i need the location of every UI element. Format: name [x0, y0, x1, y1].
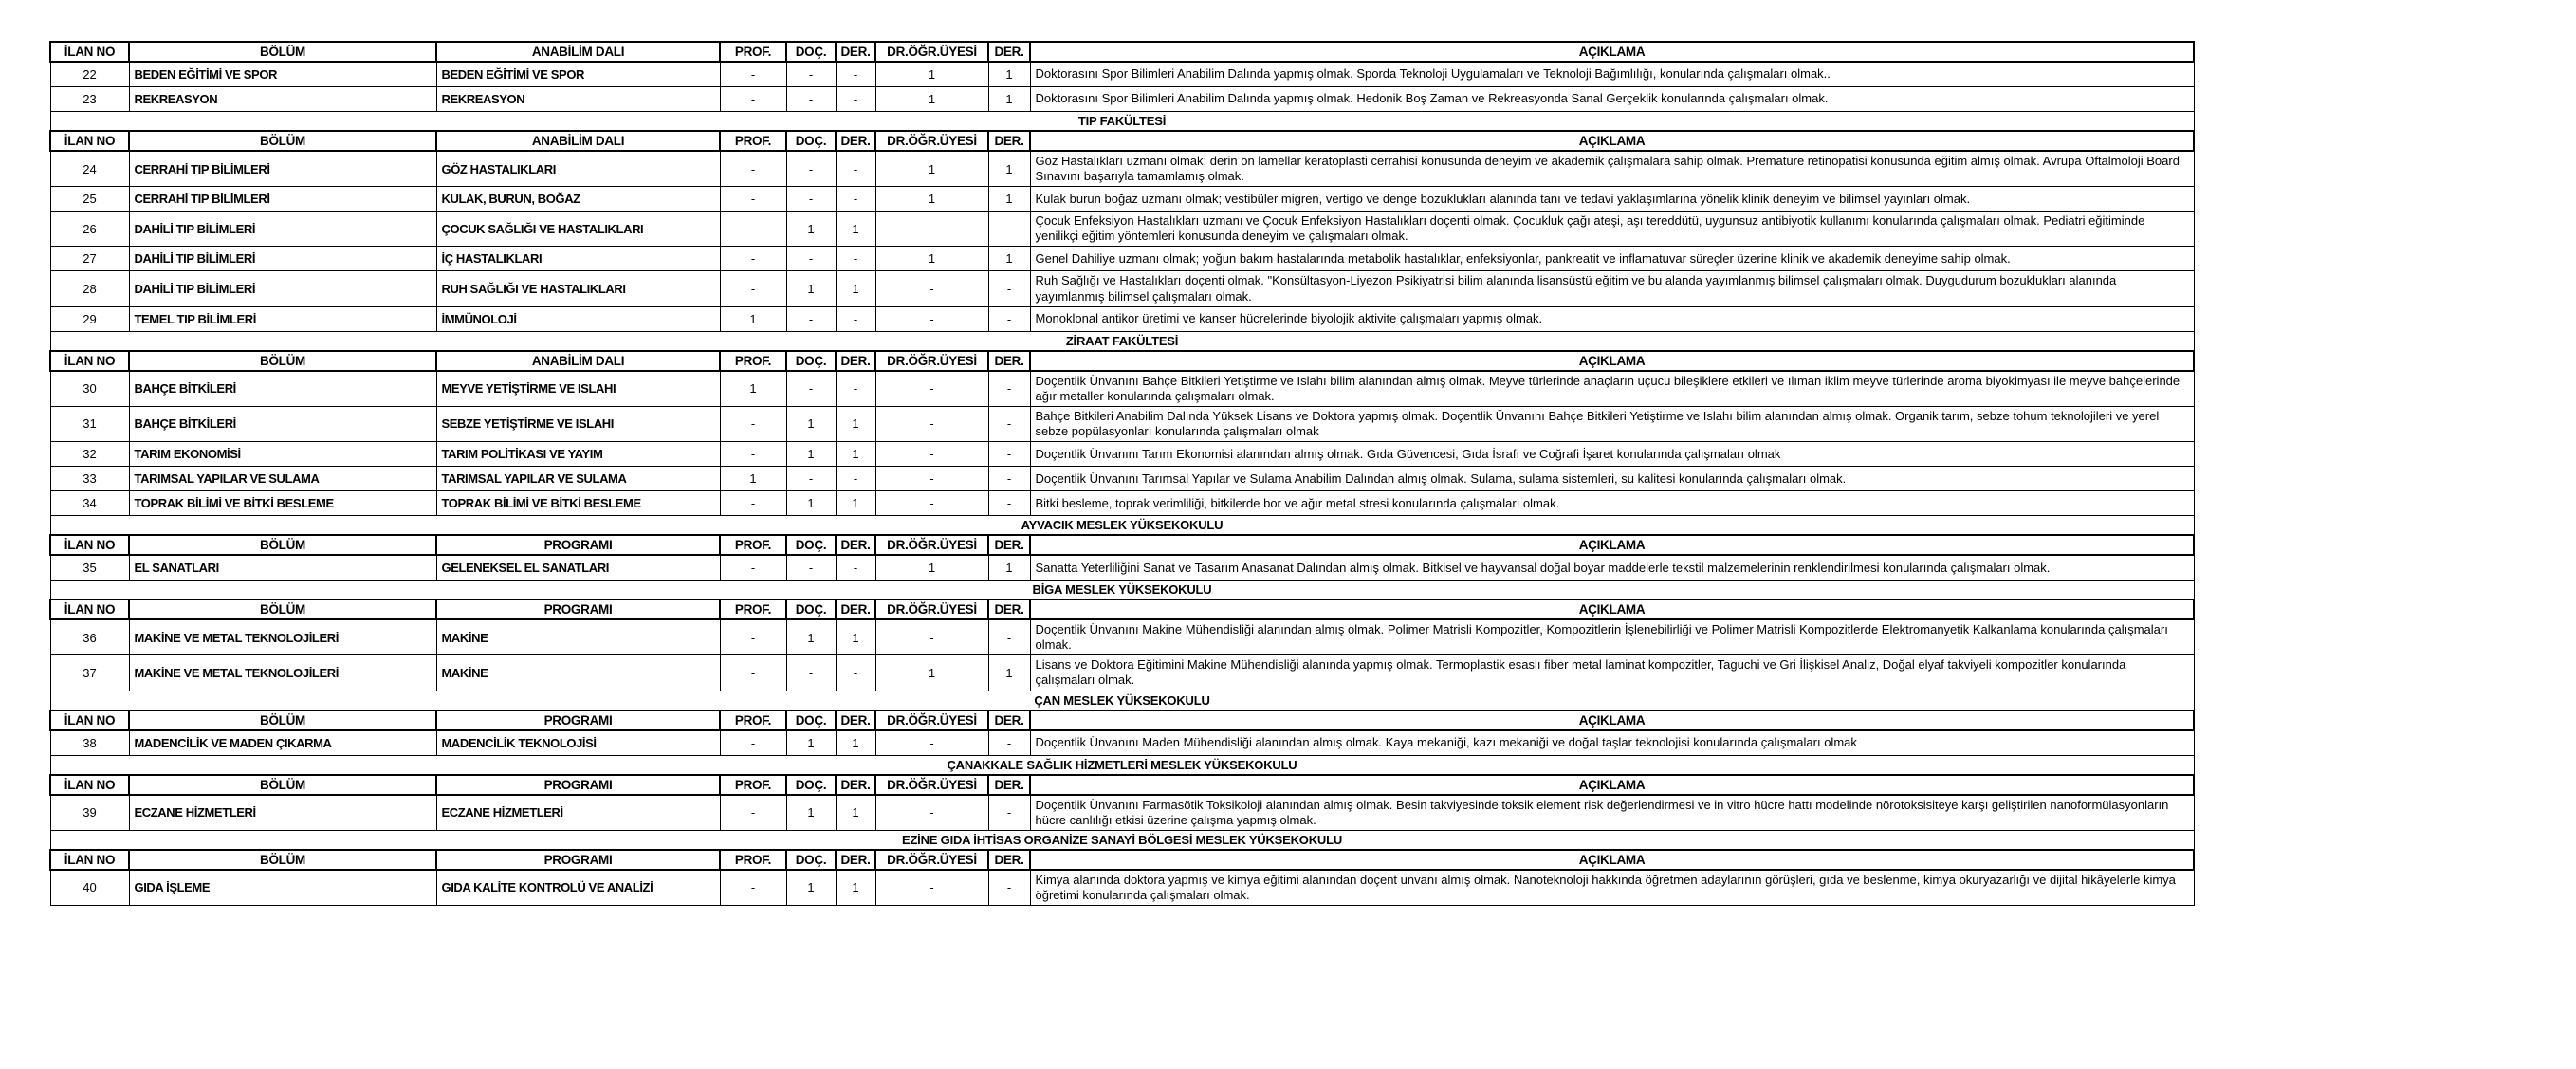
- cell-doc: 1: [786, 406, 836, 441]
- col-header-doc: DOÇ.: [786, 42, 836, 62]
- col-header-der: DER.: [836, 351, 875, 371]
- cell-bolum: TARIMSAL YAPILAR VE SULAMA: [129, 467, 436, 491]
- cell-der2: 1: [988, 247, 1030, 271]
- cell-der2: -: [988, 730, 1030, 756]
- col-header-prof: PROF.: [720, 599, 786, 619]
- column-header-row: [50, 710, 2194, 730]
- col-header-aciklama: AÇIKLAMA: [1030, 775, 2194, 795]
- cell-aciklama: Doçentlik Ünvanını Tarımsal Yapılar ve Sulama Anabilim Dalından almış olmak. Sulama, sulama sistemleri, su kalitesi konularında çalışmaları olmak.: [1030, 467, 2194, 491]
- col-header-dr-ogr-uyesi: DR.ÖĞR.ÜYESİ: [875, 351, 988, 371]
- cell-dr-ogr-uyesi: -: [875, 442, 988, 467]
- cell-aciklama: Doçentlik Ünvanını Farmasötik Toksikoloji alanından almış olmak. Besin takviyesinde toksik element risk değerlendirmesi ve in vitro hücre hattı modelinde nörotoksisiteye karşı geliştirilen nanoformülasyonların hücre canlılığı etkisi üzerine çalışma yapmış olmak.: [1030, 795, 2194, 831]
- cell-doc: 1: [786, 271, 836, 306]
- cell-aciklama: Doçentlik Ünvanını Tarım Ekonomisi alanından almış olmak. Gıda Güvencesi, Gıda İsrafı ve Coğrafi İşaret konularında çalışmaları olmak: [1030, 442, 2194, 467]
- cell-der2: -: [988, 491, 1030, 516]
- cell-prof: 1: [720, 306, 786, 331]
- cell-der2: -: [988, 406, 1030, 441]
- cell-der: -: [836, 187, 875, 212]
- section-title-row: [50, 691, 2194, 710]
- cell-ilan-no: 24: [50, 151, 129, 187]
- col-header-doc: DOÇ.: [786, 535, 836, 555]
- cell-bolum: MADENCİLİK VE MADEN ÇIKARMA: [129, 730, 436, 756]
- section-title-row: [50, 112, 2194, 132]
- cell-prof: 1: [720, 467, 786, 491]
- col-header-bolum: BÖLÜM: [129, 351, 436, 371]
- cell-prof: -: [720, 151, 786, 187]
- cell-prof: -: [720, 187, 786, 212]
- table-row: [50, 151, 2194, 187]
- cell-der2: 1: [988, 655, 1030, 691]
- cell-dr-ogr-uyesi: 1: [875, 655, 988, 691]
- cell-bolum: CERRAHİ TIP BİLİMLERİ: [129, 151, 436, 187]
- cell-ilan-no: 26: [50, 212, 129, 247]
- cell-der2: -: [988, 619, 1030, 655]
- col-header-aciklama: AÇIKLAMA: [1030, 131, 2194, 151]
- col-header-dr-ogr-uyesi: DR.ÖĞR.ÜYESİ: [875, 599, 988, 619]
- section-title-row: [50, 581, 2194, 600]
- cell-der: 1: [836, 619, 875, 655]
- cell-program: GELENEKSEL EL SANATLARI: [436, 555, 720, 581]
- cell-bolum: TOPRAK BİLİMİ VE BİTKİ BESLEME: [129, 491, 436, 516]
- cell-ilan-no: 29: [50, 306, 129, 331]
- col-header-bolum: BÖLÜM: [129, 42, 436, 62]
- cell-dr-ogr-uyesi: -: [875, 467, 988, 491]
- cell-der2: -: [988, 271, 1030, 306]
- cell-aciklama: Kulak burun boğaz uzmanı olmak; vestibüler migren, vertigo ve denge bozuklukları alanında tanı ve tedavi yaklaşımlarına yönelik klinik deneyim ve bilimsel yayınları olmak.: [1030, 187, 2194, 212]
- column-header-row: [50, 535, 2194, 555]
- col-header-ilan-no: İLAN NO: [50, 351, 129, 371]
- cell-aciklama: Bitki besleme, toprak verimliliği, bitkilerde bor ve ağır metal stresi konularında çalışmaları olmak.: [1030, 491, 2194, 516]
- col-header-ilan-no: İLAN NO: [50, 131, 129, 151]
- ilan-table-body: [50, 42, 2194, 905]
- cell-der: 1: [836, 442, 875, 467]
- col-header-aciklama: AÇIKLAMA: [1030, 535, 2194, 555]
- cell-der: 1: [836, 491, 875, 516]
- cell-doc: -: [786, 655, 836, 691]
- col-header-der: DER.: [836, 850, 875, 870]
- cell-ilan-no: 22: [50, 62, 129, 87]
- cell-bolum: EL SANATLARI: [129, 555, 436, 581]
- cell-ilan-no: 27: [50, 247, 129, 271]
- table-row: [50, 555, 2194, 581]
- cell-dr-ogr-uyesi: -: [875, 406, 988, 441]
- cell-doc: 1: [786, 870, 836, 906]
- cell-program: BEDEN EĞİTİMİ VE SPOR: [436, 62, 720, 87]
- cell-aciklama: Göz Hastalıkları uzmanı olmak; derin ön lamellar keratoplasti cerrahisi konusunda deneyim ve akademik çalışmalara sahip olmak. Prematüre retinopatisi konusunda eğitim almış olmak. Avrupa Oftalmoloji Board Sınavını başarıyla tamamlamış olmak.: [1030, 151, 2194, 187]
- cell-ilan-no: 31: [50, 406, 129, 441]
- section-title-row: [50, 830, 2194, 850]
- cell-program: TOPRAK BİLİMİ VE BİTKİ BESLEME: [436, 491, 720, 516]
- cell-aciklama: Doçentlik Ünvanını Bahçe Bitkileri Yetiştirme ve Islahı bilim alanından almış olmak. Meyve türlerinde anaçların uçucu bileşiklere etkileri ve ılıman iklim meyve türlerinde aroma biyokimyası ile meyve bahçelerinde ağır metaller konularında çalışmaları olmak.: [1030, 371, 2194, 407]
- cell-dr-ogr-uyesi: 1: [875, 187, 988, 212]
- cell-doc: 1: [786, 491, 836, 516]
- cell-doc: 1: [786, 619, 836, 655]
- cell-aciklama: Monoklonal antikor üretimi ve kanser hücrelerinde biyolojik aktivite çalışmaları yapmış olmak.: [1030, 306, 2194, 331]
- col-header-aciklama: AÇIKLAMA: [1030, 850, 2194, 870]
- cell-bolum: MAKİNE VE METAL TEKNOLOJİLERİ: [129, 619, 436, 655]
- cell-doc: 1: [786, 212, 836, 247]
- col-header-ilan-no: İLAN NO: [50, 850, 129, 870]
- cell-doc: -: [786, 247, 836, 271]
- col-header-prof: PROF.: [720, 775, 786, 795]
- cell-doc: 1: [786, 442, 836, 467]
- cell-prof: -: [720, 442, 786, 467]
- col-header-program: ANABİLİM DALI: [436, 131, 720, 151]
- table-row: [50, 271, 2194, 306]
- cell-der: -: [836, 655, 875, 691]
- section-title: BİGA MESLEK YÜKSEKOKULU: [50, 581, 2194, 600]
- cell-prof: -: [720, 555, 786, 581]
- table-row: [50, 655, 2194, 691]
- cell-der2: 1: [988, 187, 1030, 212]
- col-header-der: DER.: [836, 535, 875, 555]
- cell-prof: -: [720, 491, 786, 516]
- cell-dr-ogr-uyesi: -: [875, 619, 988, 655]
- cell-der2: 1: [988, 151, 1030, 187]
- table-row: [50, 467, 2194, 491]
- cell-program: ÇOCUK SAĞLIĞI VE HASTALIKLARI: [436, 212, 720, 247]
- cell-aciklama: Doçentlik Ünvanını Maden Mühendisliği alanından almış olmak. Kaya mekaniği, kazı mekaniği ve doğal taşlar teknolojisi konularında çalışmaları olmak: [1030, 730, 2194, 756]
- cell-der: -: [836, 555, 875, 581]
- cell-der2: -: [988, 371, 1030, 407]
- cell-dr-ogr-uyesi: 1: [875, 247, 988, 271]
- cell-der2: -: [988, 212, 1030, 247]
- section-title: ÇAN MESLEK YÜKSEKOKULU: [50, 691, 2194, 710]
- cell-der: -: [836, 306, 875, 331]
- cell-dr-ogr-uyesi: 1: [875, 555, 988, 581]
- section-title: TIP FAKÜLTESİ: [50, 112, 2194, 132]
- cell-prof: -: [720, 795, 786, 831]
- cell-der2: 1: [988, 62, 1030, 87]
- cell-program: RUH SAĞLIĞI VE HASTALIKLARI: [436, 271, 720, 306]
- cell-ilan-no: 40: [50, 870, 129, 906]
- cell-der: 1: [836, 271, 875, 306]
- cell-prof: -: [720, 271, 786, 306]
- cell-aciklama: Çocuk Enfeksiyon Hastalıkları uzmanı ve Çocuk Enfeksiyon Hastalıkları doçenti olmak. Çocukluk çağı ateşi, aşı tereddütü, uygunsuz antibiyotik kullanımı konularında çalışmaları olmak. Pediatri eğitiminde yenilikçi eğitim yöntemleri konusunda deneyim ve çalışmaları olmak.: [1030, 212, 2194, 247]
- col-header-ilan-no: İLAN NO: [50, 775, 129, 795]
- cell-ilan-no: 23: [50, 87, 129, 112]
- cell-dr-ogr-uyesi: -: [875, 212, 988, 247]
- col-header-der: DER.: [836, 710, 875, 730]
- col-header-der2: DER.: [988, 351, 1030, 371]
- col-header-bolum: BÖLÜM: [129, 775, 436, 795]
- cell-ilan-no: 28: [50, 271, 129, 306]
- cell-bolum: ECZANE HİZMETLERİ: [129, 795, 436, 831]
- cell-bolum: DAHİLİ TIP BİLİMLERİ: [129, 212, 436, 247]
- table-row: [50, 247, 2194, 271]
- cell-dr-ogr-uyesi: -: [875, 271, 988, 306]
- cell-program: ECZANE HİZMETLERİ: [436, 795, 720, 831]
- col-header-der: DER.: [836, 42, 875, 62]
- cell-program: MEYVE YETİŞTİRME VE ISLAHI: [436, 371, 720, 407]
- cell-ilan-no: 38: [50, 730, 129, 756]
- col-header-ilan-no: İLAN NO: [50, 710, 129, 730]
- section-title: EZİNE GIDA İHTİSAS ORGANİZE SANAYİ BÖLGESİ MESLEK YÜKSEKOKULU: [50, 830, 2194, 850]
- cell-program: TARIM POLİTİKASI VE YAYIM: [436, 442, 720, 467]
- cell-der: 1: [836, 795, 875, 831]
- cell-aciklama: Doktorasını Spor Bilimleri Anabilim Dalında yapmış olmak. Hedonik Boş Zaman ve Rekreasyonda Sanal Gerçeklik konularında çalışmaları olmak.: [1030, 87, 2194, 112]
- cell-ilan-no: 35: [50, 555, 129, 581]
- col-header-der2: DER.: [988, 131, 1030, 151]
- cell-doc: -: [786, 555, 836, 581]
- cell-der: -: [836, 371, 875, 407]
- cell-aciklama: Doktorasını Spor Bilimleri Anabilim Dalında yapmış olmak. Sporda Teknoloji Uygulamaları ve Teknoloji Bağımlılığı, konularında çalışmaları olmak..: [1030, 62, 2194, 87]
- col-header-prof: PROF.: [720, 850, 786, 870]
- col-header-der2: DER.: [988, 710, 1030, 730]
- col-header-dr-ogr-uyesi: DR.ÖĞR.ÜYESİ: [875, 775, 988, 795]
- column-header-row: [50, 775, 2194, 795]
- cell-der: 1: [836, 212, 875, 247]
- col-header-aciklama: AÇIKLAMA: [1030, 710, 2194, 730]
- col-header-der2: DER.: [988, 850, 1030, 870]
- column-header-row: [50, 850, 2194, 870]
- section-title: ÇANAKKALE SAĞLIK HİZMETLERİ MESLEK YÜKSEKOKULU: [50, 755, 2194, 775]
- table-row: [50, 730, 2194, 756]
- section-title-row: [50, 755, 2194, 775]
- spreadsheet-document: [49, 41, 2195, 906]
- col-header-doc: DOÇ.: [786, 599, 836, 619]
- section-title: ZİRAAT FAKÜLTESİ: [50, 331, 2194, 351]
- column-header-row: [50, 42, 2194, 62]
- col-header-der: DER.: [836, 775, 875, 795]
- cell-der: -: [836, 247, 875, 271]
- cell-program: SEBZE YETİŞTİRME VE ISLAHI: [436, 406, 720, 441]
- cell-aciklama: Bahçe Bitkileri Anabilim Dalında Yüksek Lisans ve Doktora yapmış olmak. Doçentlik Ünvanını Bahçe Bitkileri Yetiştirme ve Islahı bilim alanından almış olmak. Organik tarım, sebze tohum teknolojileri ve yerel sebze popülasyonları konularında çalışmaları olmak: [1030, 406, 2194, 441]
- cell-ilan-no: 30: [50, 371, 129, 407]
- cell-der2: -: [988, 795, 1030, 831]
- table-row: [50, 87, 2194, 112]
- cell-dr-ogr-uyesi: 1: [875, 87, 988, 112]
- cell-bolum: MAKİNE VE METAL TEKNOLOJİLERİ: [129, 655, 436, 691]
- cell-program: MAKİNE: [436, 619, 720, 655]
- cell-der: 1: [836, 730, 875, 756]
- cell-bolum: DAHİLİ TIP BİLİMLERİ: [129, 247, 436, 271]
- cell-ilan-no: 39: [50, 795, 129, 831]
- col-header-aciklama: AÇIKLAMA: [1030, 351, 2194, 371]
- table-row: [50, 870, 2194, 906]
- cell-aciklama: Sanatta Yeterliliğini Sanat ve Tasarım Anasanat Dalından almış olmak. Bitkisel ve hayvansal doğal boyar maddelerle tekstil malzemelerinin renklendirilmesi konularında çalışmaları olmak.: [1030, 555, 2194, 581]
- col-header-doc: DOÇ.: [786, 775, 836, 795]
- cell-prof: -: [720, 87, 786, 112]
- col-header-der: DER.: [836, 131, 875, 151]
- col-header-der2: DER.: [988, 42, 1030, 62]
- cell-dr-ogr-uyesi: -: [875, 870, 988, 906]
- cell-ilan-no: 34: [50, 491, 129, 516]
- section-title-row: [50, 516, 2194, 536]
- col-header-ilan-no: İLAN NO: [50, 42, 129, 62]
- cell-der: -: [836, 467, 875, 491]
- cell-prof: -: [720, 62, 786, 87]
- cell-program: GÖZ HASTALIKLARI: [436, 151, 720, 187]
- cell-bolum: DAHİLİ TIP BİLİMLERİ: [129, 271, 436, 306]
- cell-doc: -: [786, 187, 836, 212]
- cell-der2: 1: [988, 87, 1030, 112]
- section-title: AYVACIK MESLEK YÜKSEKOKULU: [50, 516, 2194, 536]
- col-header-program: PROGRAMI: [436, 535, 720, 555]
- col-header-prof: PROF.: [720, 710, 786, 730]
- cell-dr-ogr-uyesi: -: [875, 371, 988, 407]
- table-row: [50, 619, 2194, 655]
- cell-bolum: TARIM EKONOMİSİ: [129, 442, 436, 467]
- ilan-table: [49, 41, 2195, 906]
- cell-prof: -: [720, 870, 786, 906]
- cell-dr-ogr-uyesi: 1: [875, 62, 988, 87]
- cell-aciklama: Genel Dahiliye uzmanı olmak; yoğun bakım hastalarında metabolik hastalıklar, enfeksiyonlar, pankreatit ve inflamatuvar süreçler üzerine klinik ve akademik deneyime sahip olmak.: [1030, 247, 2194, 271]
- cell-prof: -: [720, 247, 786, 271]
- cell-der: -: [836, 87, 875, 112]
- cell-ilan-no: 33: [50, 467, 129, 491]
- col-header-prof: PROF.: [720, 42, 786, 62]
- cell-bolum: CERRAHİ TIP BİLİMLERİ: [129, 187, 436, 212]
- column-header-row: [50, 351, 2194, 371]
- table-row: [50, 442, 2194, 467]
- col-header-dr-ogr-uyesi: DR.ÖĞR.ÜYESİ: [875, 42, 988, 62]
- cell-program: İMMÜNOLOJİ: [436, 306, 720, 331]
- column-header-row: [50, 131, 2194, 151]
- column-header-row: [50, 599, 2194, 619]
- col-header-doc: DOÇ.: [786, 850, 836, 870]
- col-header-ilan-no: İLAN NO: [50, 535, 129, 555]
- cell-der2: -: [988, 870, 1030, 906]
- table-row: [50, 62, 2194, 87]
- col-header-dr-ogr-uyesi: DR.ÖĞR.ÜYESİ: [875, 535, 988, 555]
- cell-program: İÇ HASTALIKLARI: [436, 247, 720, 271]
- cell-dr-ogr-uyesi: 1: [875, 151, 988, 187]
- cell-doc: 1: [786, 795, 836, 831]
- cell-program: GIDA KALİTE KONTROLÜ VE ANALİZİ: [436, 870, 720, 906]
- cell-bolum: BAHÇE BİTKİLERİ: [129, 406, 436, 441]
- cell-prof: -: [720, 730, 786, 756]
- table-row: [50, 306, 2194, 331]
- col-header-doc: DOÇ.: [786, 351, 836, 371]
- col-header-ilan-no: İLAN NO: [50, 599, 129, 619]
- cell-program: REKREASYON: [436, 87, 720, 112]
- cell-bolum: GIDA İŞLEME: [129, 870, 436, 906]
- cell-aciklama: Doçentlik Ünvanını Makine Mühendisliği alanından almış olmak. Polimer Matrisli Kompozitler, Kompozitlerin İşlenebilirliği ve Polimer Matrisli Kompozitlerde Elektromanyetik Kalkanlama konularında çalışmaları olmak.: [1030, 619, 2194, 655]
- cell-doc: -: [786, 151, 836, 187]
- col-header-doc: DOÇ.: [786, 131, 836, 151]
- cell-dr-ogr-uyesi: -: [875, 795, 988, 831]
- col-header-dr-ogr-uyesi: DR.ÖĞR.ÜYESİ: [875, 710, 988, 730]
- table-row: [50, 371, 2194, 407]
- cell-program: TARIMSAL YAPILAR VE SULAMA: [436, 467, 720, 491]
- col-header-prof: PROF.: [720, 131, 786, 151]
- col-header-program: PROGRAMI: [436, 599, 720, 619]
- cell-doc: -: [786, 306, 836, 331]
- cell-bolum: BAHÇE BİTKİLERİ: [129, 371, 436, 407]
- cell-der: 1: [836, 870, 875, 906]
- col-header-program: ANABİLİM DALI: [436, 42, 720, 62]
- cell-ilan-no: 25: [50, 187, 129, 212]
- cell-program: MAKİNE: [436, 655, 720, 691]
- col-header-bolum: BÖLÜM: [129, 535, 436, 555]
- cell-der2: -: [988, 467, 1030, 491]
- cell-dr-ogr-uyesi: -: [875, 491, 988, 516]
- cell-ilan-no: 32: [50, 442, 129, 467]
- cell-doc: 1: [786, 730, 836, 756]
- col-header-dr-ogr-uyesi: DR.ÖĞR.ÜYESİ: [875, 131, 988, 151]
- cell-doc: -: [786, 87, 836, 112]
- cell-prof: -: [720, 655, 786, 691]
- cell-der2: -: [988, 442, 1030, 467]
- cell-prof: -: [720, 406, 786, 441]
- cell-aciklama: Ruh Sağlığı ve Hastalıkları doçenti olmak. "Konsültasyon-Liyezon Psikiyatrisi bilim alanında lisansüstü eğitim ve bu alanda yayımlanmış bilimsel çalışmaları olmak. Duygudurum bozuklukları alanında yayımlanmış bilimsel çalışmaları olmak.: [1030, 271, 2194, 306]
- col-header-der2: DER.: [988, 535, 1030, 555]
- cell-aciklama: Kimya alanında doktora yapmış ve kimya eğitimi alanından doçent unvanı almış olmak. Nanoteknoloji hakkında öğretmen adaylarının görüşleri, gıda ve beslenme, kimya okuryazarlığı ve dijital hikâyelerle kimya öğretimi konularında çalışmaları olmak.: [1030, 870, 2194, 906]
- col-header-dr-ogr-uyesi: DR.ÖĞR.ÜYESİ: [875, 850, 988, 870]
- cell-prof: -: [720, 212, 786, 247]
- section-title-row: [50, 331, 2194, 351]
- col-header-der2: DER.: [988, 599, 1030, 619]
- cell-prof: 1: [720, 371, 786, 407]
- col-header-doc: DOÇ.: [786, 710, 836, 730]
- cell-doc: -: [786, 467, 836, 491]
- col-header-der: DER.: [836, 599, 875, 619]
- col-header-program: PROGRAMI: [436, 850, 720, 870]
- cell-doc: -: [786, 371, 836, 407]
- table-row: [50, 187, 2194, 212]
- col-header-prof: PROF.: [720, 535, 786, 555]
- table-row: [50, 406, 2194, 441]
- col-header-bolum: BÖLÜM: [129, 599, 436, 619]
- table-row: [50, 795, 2194, 831]
- table-row: [50, 491, 2194, 516]
- cell-prof: -: [720, 619, 786, 655]
- cell-bolum: REKREASYON: [129, 87, 436, 112]
- cell-der: 1: [836, 406, 875, 441]
- cell-bolum: BEDEN EĞİTİMİ VE SPOR: [129, 62, 436, 87]
- cell-aciklama: Lisans ve Doktora Eğitimini Makine Mühendisliği alanında yapmış olmak. Termoplastik esaslı fiber metal laminat kompozitler, Taguchi ve Gri İlişkisel Analiz, Doğal elyaf takviyeli kompozitler konularında çalışmaları olmak.: [1030, 655, 2194, 691]
- col-header-prof: PROF.: [720, 351, 786, 371]
- col-header-bolum: BÖLÜM: [129, 850, 436, 870]
- cell-bolum: TEMEL TIP BİLİMLERİ: [129, 306, 436, 331]
- cell-ilan-no: 36: [50, 619, 129, 655]
- cell-dr-ogr-uyesi: -: [875, 730, 988, 756]
- cell-der2: -: [988, 306, 1030, 331]
- cell-dr-ogr-uyesi: -: [875, 306, 988, 331]
- cell-der2: 1: [988, 555, 1030, 581]
- table-row: [50, 212, 2194, 247]
- col-header-program: PROGRAMI: [436, 710, 720, 730]
- col-header-program: PROGRAMI: [436, 775, 720, 795]
- col-header-program: ANABİLİM DALI: [436, 351, 720, 371]
- cell-ilan-no: 37: [50, 655, 129, 691]
- col-header-aciklama: AÇIKLAMA: [1030, 599, 2194, 619]
- col-header-bolum: BÖLÜM: [129, 710, 436, 730]
- col-header-bolum: BÖLÜM: [129, 131, 436, 151]
- cell-der: -: [836, 151, 875, 187]
- cell-program: MADENCİLİK TEKNOLOJİSİ: [436, 730, 720, 756]
- cell-doc: -: [786, 62, 836, 87]
- cell-program: KULAK, BURUN, BOĞAZ: [436, 187, 720, 212]
- cell-der: -: [836, 62, 875, 87]
- col-header-der2: DER.: [988, 775, 1030, 795]
- col-header-aciklama: AÇIKLAMA: [1030, 42, 2194, 62]
